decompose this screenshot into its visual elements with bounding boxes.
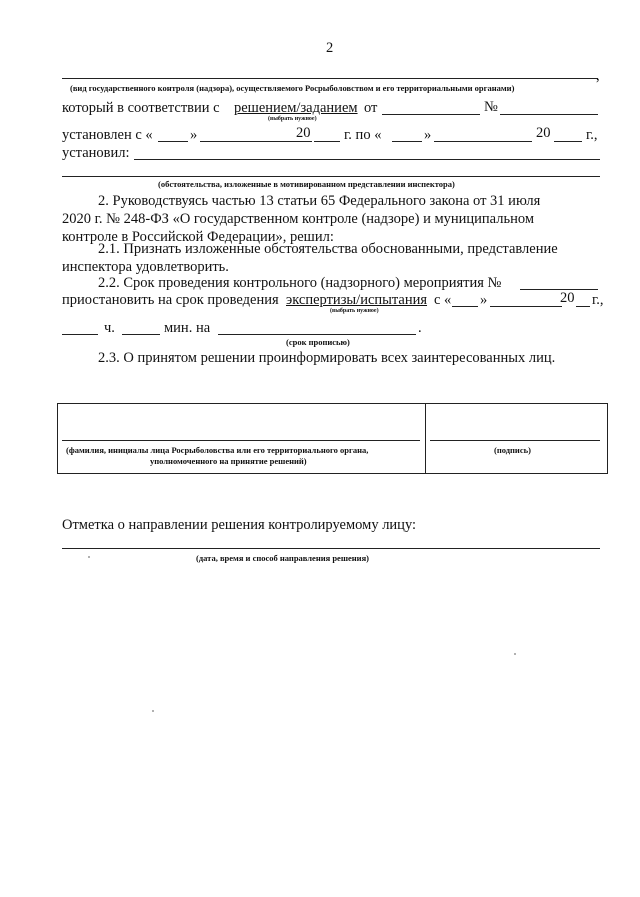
paragraph-2-2-suspend-prefix: приостановить на срок проведения [62,292,279,308]
official-name-line [62,440,420,441]
signature-table-divider [425,404,426,473]
notice-label: Отметка о направлении решения контролируемому лицу: [62,517,417,533]
paragraph-2-2-from: с « [434,292,452,308]
hours-label: ч. [104,320,115,336]
notice-line [62,548,600,549]
signature-caption: (подпись) [494,445,531,455]
control-type-caption: (вид государственного контроля (надзора), осуществляемого Росрыболовством и его территориальными органами) [70,83,515,93]
period-to-year-prefix: 20 [536,125,551,141]
suspend-year-line [576,306,590,307]
established-caption: (обстоятельства, изложенные в мотивированном представлении инспектора) [158,179,455,189]
signature-table [57,403,608,474]
control-type-line [62,78,598,79]
suspend-month-line [490,306,562,307]
signature-line [430,440,600,441]
decision-prefix: который в соответствии с [62,100,220,116]
official-name-caption-1: (фамилия, инициалы лица Росрыболовства или его территориального органа, [66,445,369,455]
period-from-day-line [158,141,188,142]
minutes-line [122,334,160,335]
suspend-day-line [452,306,478,307]
period-end-dot: . [418,320,422,336]
scan-speck [514,653,516,655]
trailing-comma: , [596,68,600,84]
paragraph-2-2-year-prefix: 20 [560,290,575,306]
decision-options: решением/заданием [234,100,358,116]
decision-number-sign: № [484,99,498,115]
established-label: установил: [62,145,130,161]
period-from-month-line [200,141,312,142]
paragraph-2-1-line-2: инспектора удовлетворить. [62,259,229,275]
period-from-year-prefix: 20 [296,125,311,141]
period-from-year-line [314,141,340,142]
decision-date-line [382,114,480,115]
period-to-year-line [554,141,582,142]
decision-hint: (выбрать нужное) [268,116,317,122]
paragraph-2-line-1: 2. Руководствуясь частью 13 статьи 65 Федерального закона от 31 июля [98,193,541,209]
paragraph-2-3: 2.3. О принятом решении проинформировать всех заинтересованных лиц. [98,350,556,366]
notice-caption: (дата, время и способ направления решения) [196,553,370,563]
period-to-month-line [434,141,532,142]
established-line-2 [62,176,600,177]
paragraph-2-line-3: контроле в Российской Федерации», решил: [62,229,334,245]
period-in-words-line [218,334,416,335]
official-name-caption-2: уполномоченного на принятие решений) [150,456,307,466]
paragraph-2-2-year-suffix: г., [592,292,604,308]
paragraph-2-1-line-1: 2.1. Признать изложенные обстоятельства обоснованными, представление [98,241,558,257]
period-from-label: установлен с « [62,127,153,143]
event-number-line [520,289,598,290]
period-in-words-caption: (срок прописью) [286,337,350,347]
paragraph-2-2-close-quote: » [480,292,488,308]
period-to-day-line [392,141,422,142]
page-number: 2 [326,40,334,56]
decision-from: от [364,100,378,116]
paragraph-2-2-line-1: 2.2. Срок проведения контрольного (надзорного) мероприятия № [98,275,502,291]
period-to-close-quote: » [424,127,432,143]
paragraph-2-2-options: экспертизы/испытания [286,292,428,308]
minutes-label: мин. на [164,320,211,336]
period-to-year-suffix: г., [586,127,598,143]
scan-speck [152,710,154,712]
decision-number-line [500,114,598,115]
paragraph-2-line-2: 2020 г. № 248-ФЗ «О государственном контроле (надзоре) и муниципальном [62,211,535,227]
paragraph-2-2-hint: (выбрать нужное) [330,308,379,314]
hours-line [62,334,98,335]
period-from-close-quote: » [190,127,198,143]
scan-speck [88,556,90,558]
established-line-1 [134,159,600,160]
period-to-label: г. по « [344,127,382,143]
